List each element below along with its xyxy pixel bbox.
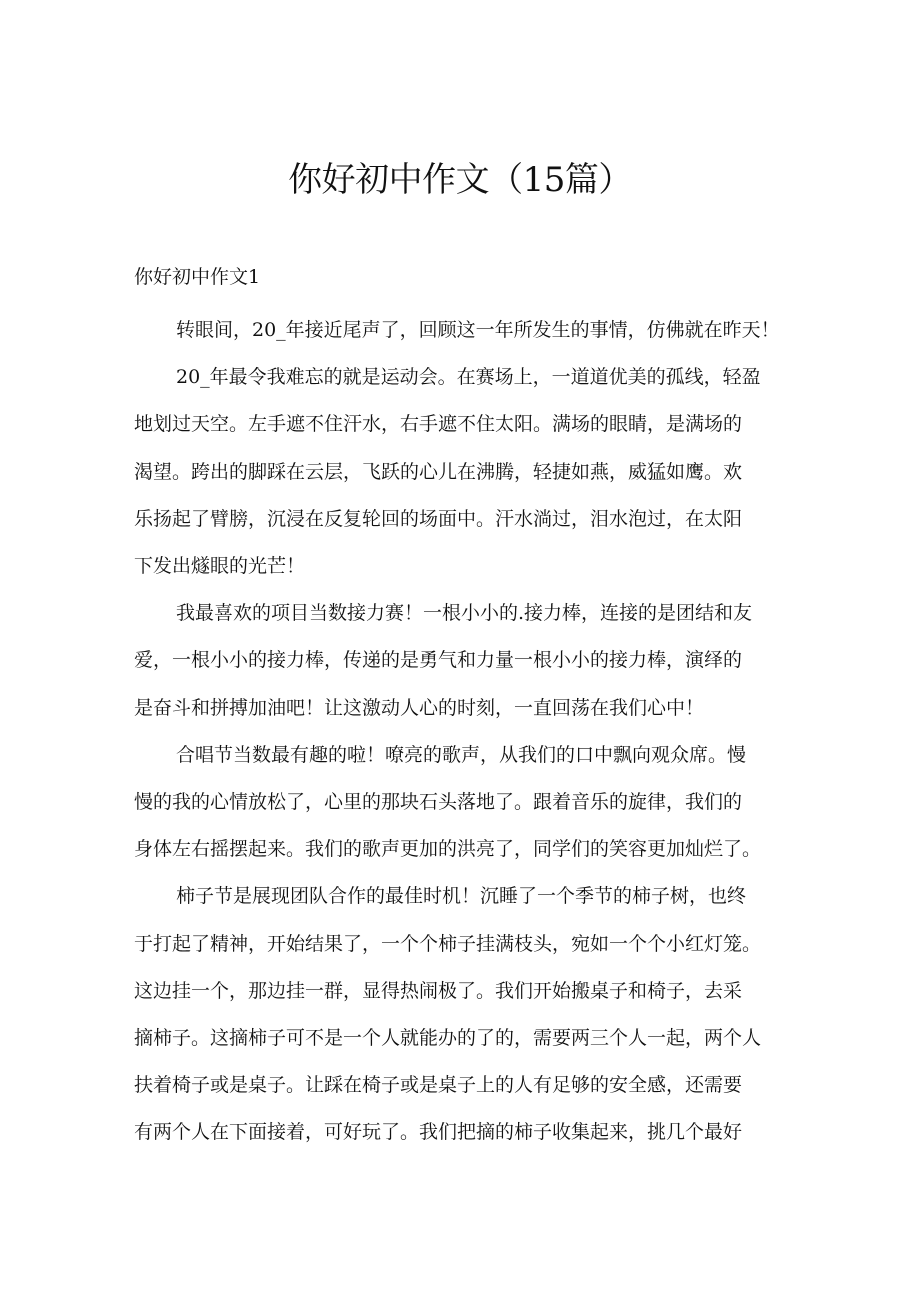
paragraph-line: 爱，一根小小的接力棒，传递的是勇气和力量一根小小的接力棒，演绎的 [134,649,743,672]
paragraph-line: 摘柿子。这摘柿子可不是一个人就能办的了的，需要两三个人一起，两个人 [134,1027,762,1050]
paragraph-line: 我最喜欢的项目当数接力赛！一根小小的.接力棒，连接的是团结和友 [176,602,753,625]
paragraph-5 [134,873,794,1156]
paragraph-line: 是奋斗和拼搏加油吧！让这激动人心的时刻，一直回荡在我们心中！ [134,696,705,719]
paragraph-3 [134,590,794,732]
paragraph-2 [134,354,794,590]
paragraph-line: 柿子节是展现团队合作的最佳时机！沉睡了一个季节的柿子树，也终 [176,885,747,908]
document-body [134,307,794,1157]
paragraph-line: 身体左右摇摆起来。我们的歌声更加的洪亮了，同学们的笑容更加灿烂了。 [134,838,762,861]
document-title: 你好初中作文（15篇） [288,160,632,200]
paragraph-line: 转眼间，20_年接近尾声了，回顾这一年所发生的事情，仿佛就在昨天！ [176,319,780,341]
paragraph-line: 地划过天空。左手遮不住汗水，右手遮不住太阳。满场的眼睛，是满场的 [134,413,743,436]
paragraph-line: 慢的我的心情放松了，心里的那块石头落地了。跟着音乐的旋律，我们的 [134,791,743,814]
paragraph-line: 下发出燧眼的光芒！ [134,555,306,578]
paragraph-line: 于打起了精神，开始结果了，一个个柿子挂满枝头，宛如一个个小红灯笼。 [134,932,762,955]
paragraph-line: 乐扬起了臂膀，沉浸在反复轮回的场面中。汗水淌过，泪水泡过，在太阳 [134,507,743,530]
paragraph-line: 合唱节当数最有趣的啦！嘹亮的歌声，从我们的口中飘向观众席。慢 [176,743,747,766]
paragraph-line: 扶着椅子或是桌子。让踩在椅子或是桌子上的人有足够的安全感，还需要 [134,1074,743,1097]
paragraph-line: 20_年最令我难忘的就是运动会。在赛场上，一道道优美的孤线，轻盈 [176,366,761,389]
paragraph-1 [134,307,794,354]
paragraph-line: 渴望。跨出的脚踩在云层，飞跃的心儿在沸腾，轻捷如燕，威猛如鹰。欢 [134,460,743,483]
paragraph-4 [134,732,794,874]
section-heading: 你好初中作文1 [134,266,261,288]
paragraph-line: 这边挂一个，那边挂一群，显得热闹极了。我们开始搬桌子和椅子，去采 [134,979,743,1002]
paragraph-line: 有两个人在下面接着，可好玩了。我们把摘的柿子收集起来，挑几个最好 [134,1121,743,1144]
